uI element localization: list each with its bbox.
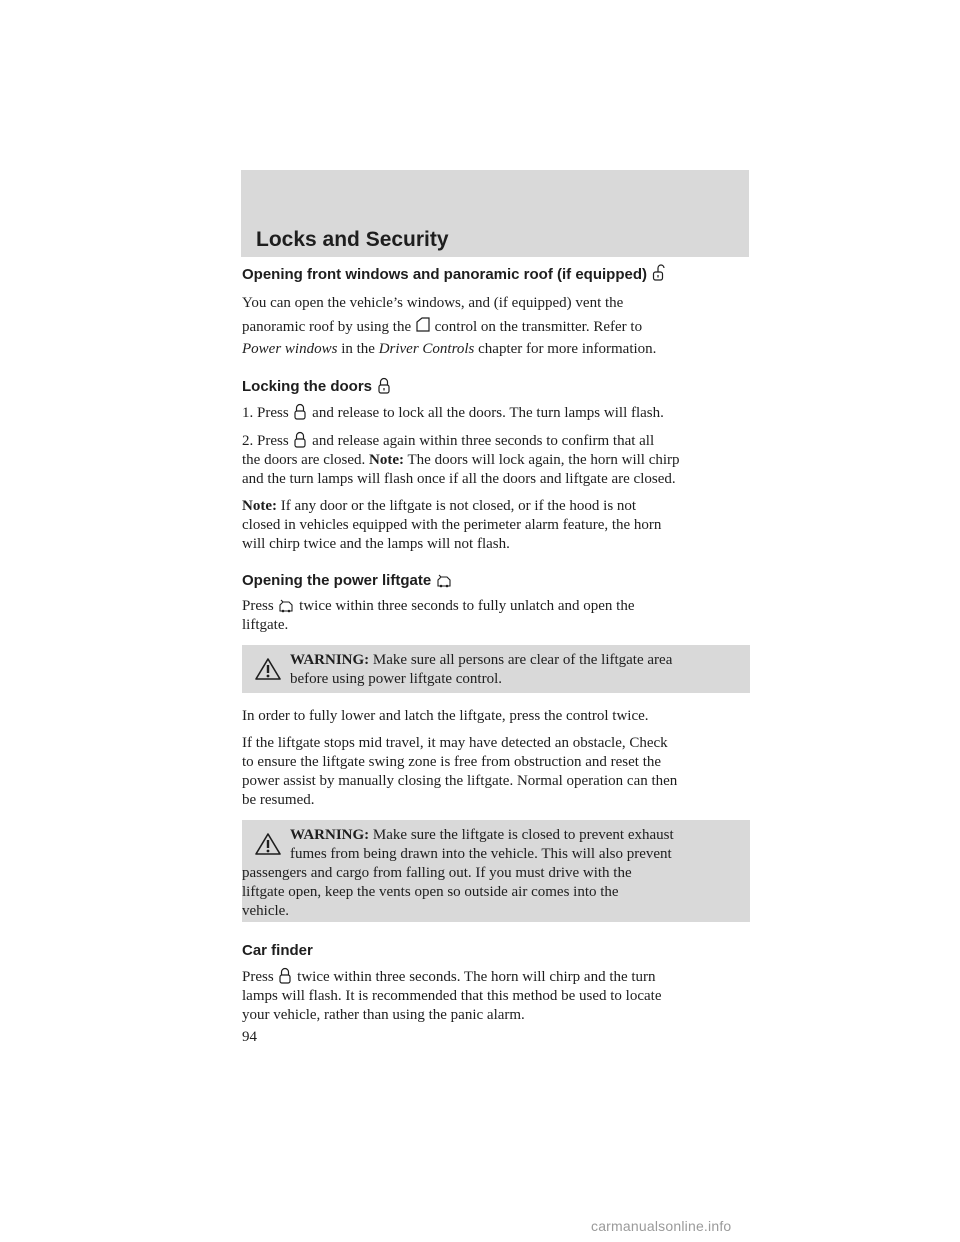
paragraph: You can open the vehicle’s windows, and (if equipped) vent the <box>242 295 624 311</box>
section-title: Locks and Security <box>256 228 449 251</box>
heading-car-finder: Car finder <box>242 942 313 959</box>
paragraph: panoramic roof by using the control on the transmitter. Refer to <box>242 316 750 337</box>
warning-triangle-icon <box>255 832 281 856</box>
note: Note: If any door or the liftgate is not closed, or if the hood is not closed in vehicles equipped with the perimeter alarm feature, the horn will chirp twice and the lamps will not flash. <box>242 498 662 552</box>
section-header-bar <box>241 170 749 257</box>
lock-icon <box>293 431 307 448</box>
paragraph: Press twice within three seconds to fully unlatch and open the liftgate. <box>242 598 635 633</box>
list-item: 2. Press and release again within three seconds to confirm that all the doors are closed. Note: The doors will lock again, the horn will chirp and the turn lamps will flash once if all the doors and liftgate are closed. <box>242 433 680 487</box>
paragraph: In order to fully lower and latch the liftgate, press the control twice. <box>242 708 649 724</box>
paragraph: Press twice within three seconds. The horn will chirp and the turn lamps will flash. It is recommended that this method be used to locate your vehicle, rather than using the panic alarm. <box>242 969 662 1023</box>
lock-icon <box>377 377 391 394</box>
watermark-logo: carmanualsonline.info <box>591 1218 732 1234</box>
heading-liftgate: Opening the power liftgate <box>242 572 750 589</box>
warning-triangle-icon <box>255 657 281 681</box>
heading-open-windows: Opening front windows and panoramic roof (if equipped) <box>242 264 750 283</box>
window-icon <box>416 316 430 333</box>
unlock-icon <box>652 264 666 281</box>
liftgate-icon <box>278 599 294 613</box>
paragraph: If the liftgate stops mid travel, it may have detected an obstacle, Check to ensure the liftgate swing zone is free from obstruction and reset the power assist by manually closing the liftgate. Normal operation can then be resumed. <box>242 735 678 808</box>
lock-icon <box>293 403 307 420</box>
warning-box: WARNING: Make sure all persons are clear of the liftgate area before using power liftgate control. <box>242 645 750 693</box>
lock-icon <box>278 967 292 984</box>
page-number: 94 <box>242 1029 257 1045</box>
paragraph: Power windows in the Driver Controls chapter for more information. <box>242 341 657 357</box>
list-item: 1. Press and release to lock all the doors. The turn lamps will flash. <box>242 405 664 421</box>
page-content <box>242 264 750 1047</box>
liftgate-icon <box>436 574 452 588</box>
warning-box: WARNING: Make sure the liftgate is closed to prevent exhaust fumes from being drawn into the vehicle. This will also prevent passengers and cargo from falling out. If you must drive with the liftgate open, keep the vents open so outside air comes into the vehicle. <box>242 820 750 922</box>
heading-locking: Locking the doors <box>242 377 750 395</box>
